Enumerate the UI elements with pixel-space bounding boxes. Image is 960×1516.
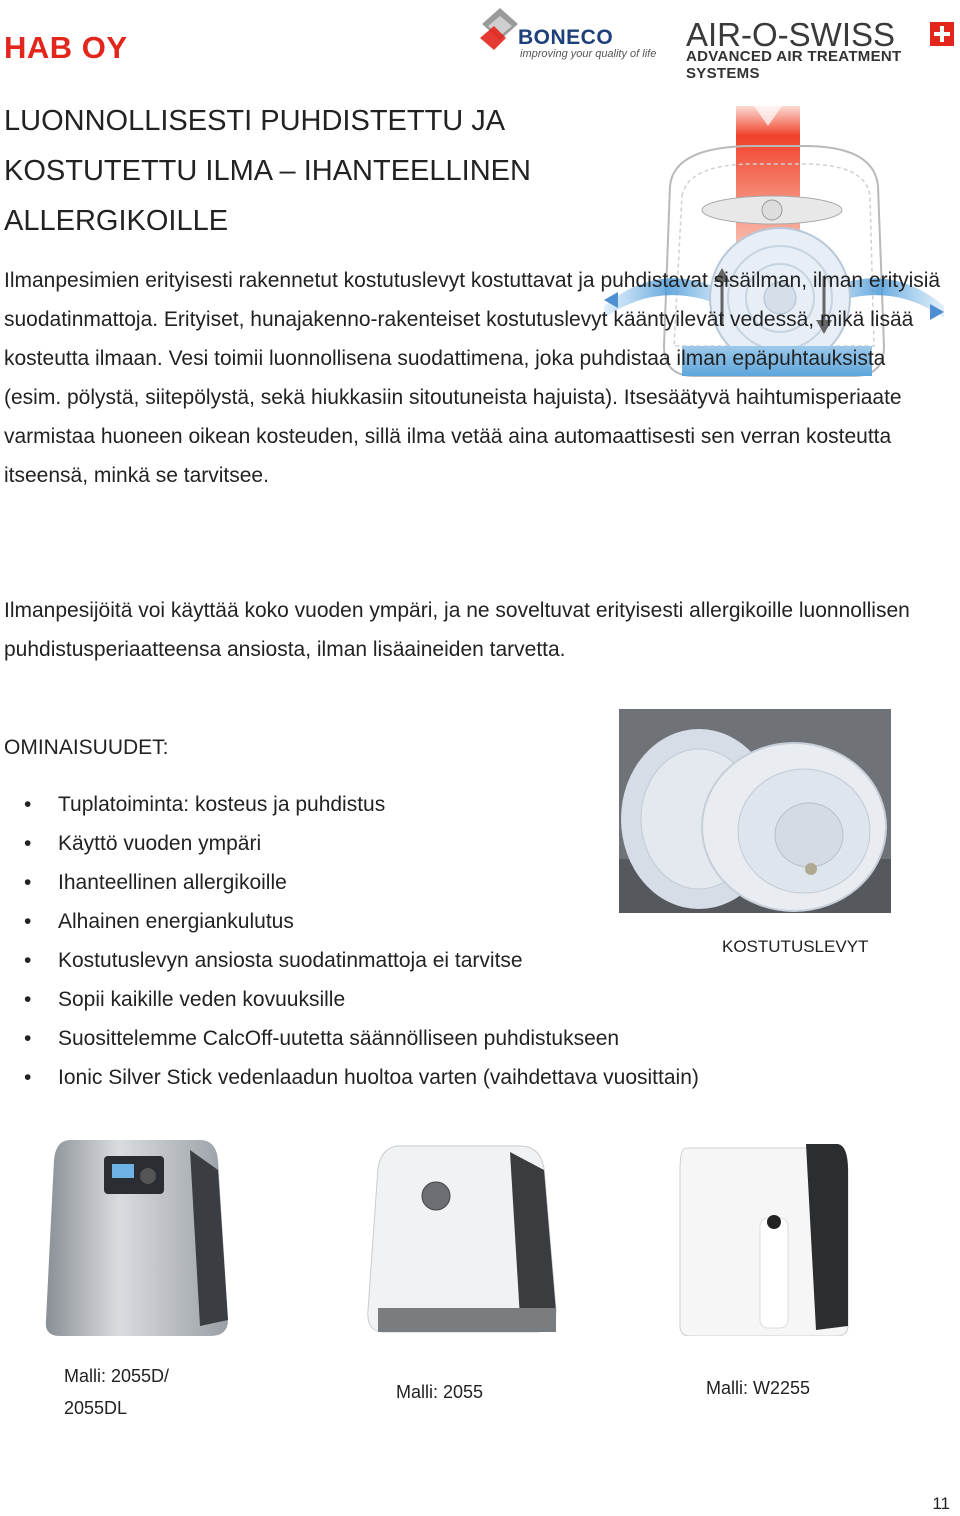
bullet-icon: • xyxy=(24,832,32,855)
feature-text: Alhainen energiankulutus xyxy=(58,910,294,933)
features-list xyxy=(0,785,699,1097)
usage-paragraph: Ilmanpesijöitä voi käyttää koko vuoden ympäri, ja ne soveltuvat erityisesti allergikoille luonnollisen puhdistusperiaatteensa ansiosta, ilman lisäaineiden tarvetta. xyxy=(4,599,910,661)
list-item xyxy=(0,980,699,1019)
boneco-tagline: improving your quality of life xyxy=(520,48,657,60)
bullet-icon: • xyxy=(24,1027,32,1050)
feature-text: Tuplatoiminta: kosteus ja puhdistus xyxy=(58,793,386,816)
humidifier-discs-photo xyxy=(619,709,891,913)
discs-caption: KOSTUTUSLEVYT xyxy=(722,937,869,956)
bullet-icon: • xyxy=(24,910,32,933)
boneco-logo-mark xyxy=(478,4,522,60)
airoswiss-tagline: ADVANCED AIR TREATMENT SYSTEMS xyxy=(686,48,902,82)
bullet-icon: • xyxy=(24,949,32,972)
bullet-icon: • xyxy=(24,871,32,894)
list-item xyxy=(0,902,699,941)
feature-text: Kostutuslevyn ansiosta suodatinmattoja ei tarvitse xyxy=(58,949,523,972)
headline: LUONNOLLISESTI PUHDISTETTU JA KOSTUTETTU ILMA – IHANTEELLINEN ALLERGIKOILLE xyxy=(4,105,531,237)
company-name: HAB OY xyxy=(4,30,128,65)
airoswiss-wordmark: AIR-O-SWISS xyxy=(686,16,896,53)
features-heading: OMINAISUUDET: xyxy=(4,736,169,759)
model-2055d-line1: Malli: 2055D/ xyxy=(64,1366,170,1386)
product-2055-image xyxy=(360,1140,565,1340)
list-item xyxy=(0,824,699,863)
list-item xyxy=(0,863,699,902)
model-2055d-line2: 2055DL xyxy=(64,1398,128,1418)
product-w2255-image xyxy=(676,1140,852,1336)
model-w2255-label: Malli: W2255 xyxy=(706,1378,811,1398)
bullet-icon: • xyxy=(24,793,32,816)
list-item xyxy=(0,1019,699,1058)
bullet-icon: • xyxy=(24,988,32,1011)
product-2055d-image xyxy=(40,1140,232,1336)
model-2055d-label xyxy=(64,1360,169,1424)
boneco-wordmark: BONECO xyxy=(518,26,614,49)
list-item xyxy=(0,941,699,980)
feature-text: Ihanteellinen allergikoille xyxy=(58,871,287,894)
feature-text: Sopii kaikille veden kovuuksille xyxy=(58,988,346,1011)
intro-paragraph: Ilmanpesimien erityisesti rakennetut kostutuslevyt kostuttavat ja puhdistavat sisäilman, ilman erityisiä suodatinmattoja. Erityiset, hunajakenno-rakenteiset kostutuslevyt kääntyilevät vedessä, mikä lisää kosteutta ilmaan. Vesi toimii luonnollisena suodattimena, joka puhdistaa ilman epäpuhtauksista (esim. pölystä, siitepölystä, sekä hiukkasiin sitoutuneista hajuista). Itsesäätyvä haihtumisperiaate varmistaa huoneen oikean kosteuden, sillä ilma vetää aina automaattisesti sen verran kosteutta itseensä, minkä se tarvitsee. xyxy=(4,269,941,487)
list-item xyxy=(0,785,699,824)
model-2055-label: Malli: 2055 xyxy=(396,1382,484,1402)
bullet-icon: • xyxy=(24,1066,32,1089)
feature-text: Ionic Silver Stick vedenlaadun huoltoa varten (vaihdettava vuosittain) xyxy=(58,1066,699,1089)
list-item xyxy=(0,1058,699,1097)
swiss-cross-icon xyxy=(930,22,954,46)
page-number: 11 xyxy=(932,1494,950,1513)
feature-text: Käyttö vuoden ympäri xyxy=(58,832,262,855)
feature-text: Suosittelemme CalcOff-uutetta säännölliseen puhdistukseen xyxy=(58,1027,620,1050)
